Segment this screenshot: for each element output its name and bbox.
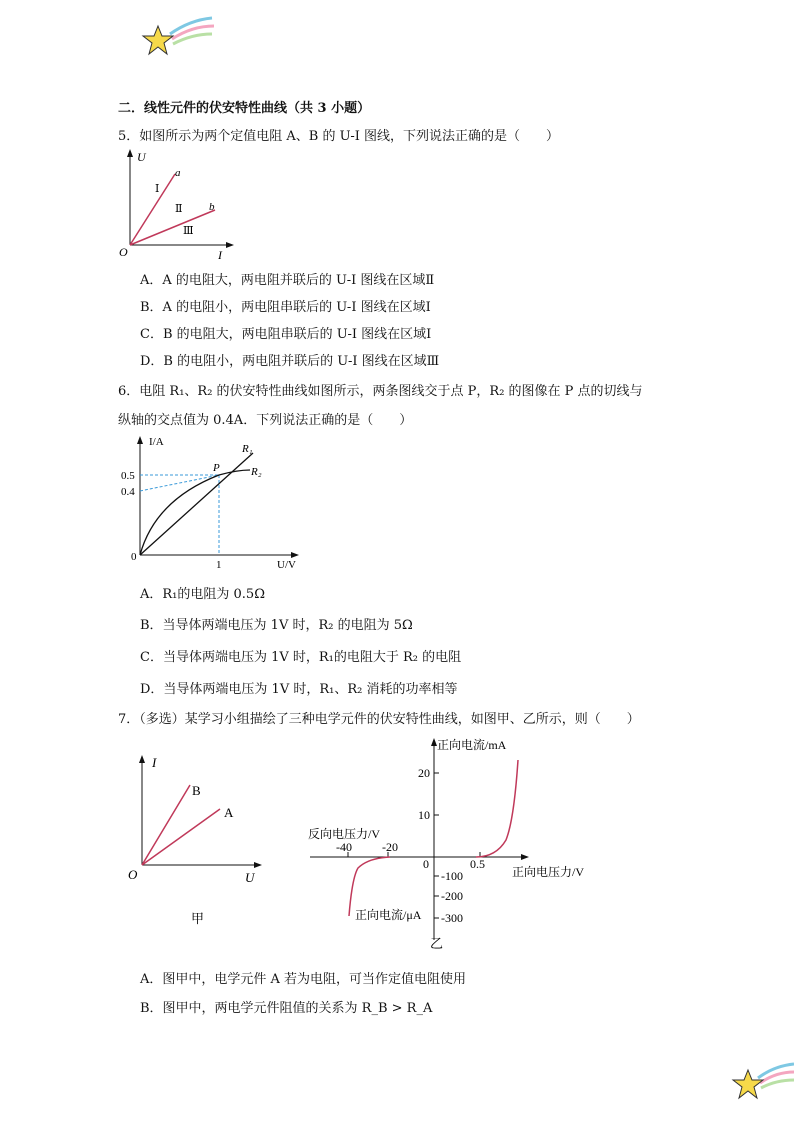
q6-x-axis-label: U/V [277,559,296,571]
q5-region-1: Ⅰ [155,183,160,195]
q6-stem-line2: 纵轴的交点值为 0.4A．下列说法正确的是（ ） [118,413,413,428]
q7-yi-right-label: 正向电压力/V [512,865,585,879]
q7-yi-tick-20: 20 [418,766,430,780]
q7-jia-i-label: I [152,755,157,770]
q6-option-a[interactable]: A．R₁的电阻为 0.5Ω [140,587,265,602]
q6-stem-line1: 6．电阻 R₁、R₂ 的伏安特性曲线如图所示，两条图线交于点 P，R₂ 的图像在 P 点的切线与 [118,384,643,399]
q7-figure-jia [120,745,270,935]
q7-yi-caption: 乙 [430,936,444,951]
q7-yi-tick-n200: -200 [441,889,463,903]
q7-option-b[interactable]: B．图甲中，两电学元件阻值的关系为 R_B > R_A [140,1001,433,1016]
q5-option-c[interactable]: C．B 的电阻大，两电阻串联后的 U-I 图线在区域Ⅰ [140,327,432,342]
q5-i-label: I [218,248,222,260]
q7-jia-u-label: U [245,870,255,885]
q6-tick-0: 0 [131,551,137,563]
q7-yi-tick-n20: -20 [382,840,398,854]
q7-stem: 7．（多选）某学习小组描绘了三种电学元件的伏安特性曲线，如图甲、乙所示，则（ ） [118,712,640,727]
q7-yi-tick-n40: -40 [336,840,352,854]
q5-region-3: Ⅲ [183,225,194,237]
shooting-star-icon [140,14,215,59]
q6-tick-05: 0.5 [121,470,135,482]
q6-point-p: P [213,462,220,474]
q5-line-b-label: b [209,201,215,213]
q6-tick-1: 1 [216,559,222,571]
q7-jia-b-label: B [192,783,201,798]
q7-option-a[interactable]: A．图甲中，电学元件 A 若为电阻，可当作定值电阻使用 [140,972,467,987]
q5-u-label: U [137,150,146,164]
q6-tick-04: 0.4 [121,486,135,498]
q5-stem: 5．如图所示为两个定值电阻 A、B 的 U-I 图线，下列说法正确的是（ ） [118,129,559,144]
q7-figure-yi [300,730,600,955]
q7-yi-tick-n300: -300 [441,911,463,925]
q7-yi-tick-10: 10 [418,808,430,822]
q6-r1-label: R₁ [242,443,253,455]
q5-line-a-label: a [175,167,181,179]
q5-option-b[interactable]: B．A 的电阻小，两电阻串联后的 U-I 图线在区域Ⅰ [140,300,431,315]
shooting-star-icon [730,1060,794,1100]
q6-option-d[interactable]: D．当导体两端电压为 1V 时，R₁、R₂ 消耗的功率相等 [140,682,458,697]
q7-yi-tick-n100: -100 [441,869,463,883]
q5-origin-label: O [119,245,128,259]
q5-option-a[interactable]: A．A 的电阻大，两电阻并联后的 U-I 图线在区域Ⅱ [140,273,435,288]
q7-yi-tick-05: 0.5 [470,857,485,871]
q6-option-b[interactable]: B．当导体两端电压为 1V 时，R₂ 的电阻为 5Ω [140,618,413,633]
q6-r2-label: R₂ [251,466,262,478]
q5-region-2: Ⅱ [175,203,183,215]
q7-jia-a-label: A [224,805,234,820]
q5-option-d[interactable]: D．B 的电阻小，两电阻并联后的 U-I 图线在区域Ⅲ [140,354,440,369]
q6-figure [115,430,305,575]
q7-yi-bottom-label: 正向电流/μA [355,908,422,922]
q7-yi-tick-0: 0 [423,857,429,871]
q5-figure [115,145,240,260]
q7-jia-caption: 甲 [191,911,205,926]
q7-jia-origin-label: O [128,867,138,882]
q6-option-c[interactable]: C．当导体两端电压为 1V 时，R₁的电阻大于 R₂ 的电阻 [140,650,462,665]
q7-yi-left-label: 反向电压力/V [308,827,381,841]
q6-y-axis-label: I/A [149,436,164,448]
section-title: 二．线性元件的伏安特性曲线（共 3 小题） [118,101,371,116]
q7-yi-top-label: 正向电流/mA [437,738,507,752]
